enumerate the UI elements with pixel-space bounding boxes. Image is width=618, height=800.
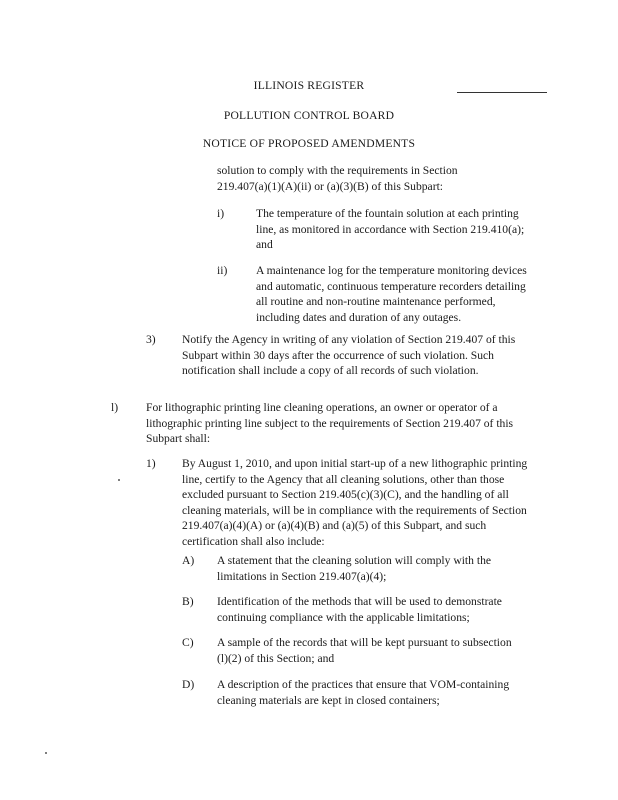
item-i-marker: i) <box>217 207 225 220</box>
text-line: 219.407(a)(1)(A)(ii) or (a)(3)(B) of this Subpart: <box>217 179 444 193</box>
item-3-marker: 3) <box>146 333 156 346</box>
text-line: A sample of the records that will be kept pursuant to subsection <box>217 636 512 649</box>
text-line: A statement that the cleaning solution will comply with the <box>217 554 492 567</box>
intro-paragraph <box>217 163 458 194</box>
item-C-text <box>217 635 512 666</box>
item-D-text <box>217 677 509 708</box>
text-line: cleaning materials, will be in compliance with the requirements of Section <box>182 503 527 517</box>
item-1-marker: 1) <box>146 457 156 470</box>
register-title: ILLINOIS REGISTER <box>253 79 365 92</box>
item-3-text <box>182 332 515 379</box>
text-line: all routine and non-routine maintenance performed, <box>256 295 496 309</box>
item-l-text <box>146 400 513 447</box>
text-line: For lithographic printing line cleaning operations, an owner or operator of a <box>146 401 498 414</box>
text-line: certification shall also include: <box>182 534 325 548</box>
item-B-marker: B) <box>182 595 194 608</box>
text-line: limitations in Section 219.407(a)(4); <box>217 569 387 583</box>
text-line: 219.407(a)(4)(A) or (a)(4)(B) and (a)(5) of this Subpart, and such <box>182 519 487 533</box>
item-ii-marker: ii) <box>217 264 228 277</box>
text-line: Subpart within 30 days after the occurrence of such violation. Such <box>182 348 494 362</box>
item-l-marker: l) <box>111 401 119 414</box>
scan-speck <box>45 752 47 754</box>
text-line: and automatic, continuous temperature recorders detailing <box>256 279 526 293</box>
text-line: line, certify to the Agency that all cleaning solutions, other than those <box>182 472 505 486</box>
text-line: including dates and duration of any outages. <box>256 310 462 324</box>
text-line: lithographic printing line subject to the requirements of Section 219.407 of this <box>146 416 514 430</box>
item-D-marker: D) <box>182 678 195 691</box>
text-line: A maintenance log for the temperature monitoring devices <box>256 264 527 277</box>
text-line: notification shall include a copy of all records of such violation. <box>182 364 479 378</box>
header-rule <box>457 92 547 93</box>
text-line: cleaning materials are kept in closed containers; <box>217 693 440 707</box>
text-line: A description of the practices that ensure that VOM-containing <box>217 678 510 691</box>
text-line: Notify the Agency in writing of any violation of Section 219.407 of this <box>182 333 516 346</box>
item-ii-text <box>256 263 527 325</box>
item-A-marker: A) <box>182 554 195 567</box>
text-line: solution to comply with the requirements in Section <box>217 164 458 177</box>
text-line: (l)(2) of this Section; and <box>217 651 335 665</box>
text-line: By August 1, 2010, and upon initial start-up of a new lithographic printing <box>182 457 528 470</box>
item-C-marker: C) <box>182 636 194 649</box>
item-A-text <box>217 553 491 584</box>
text-line: continuing compliance with the applicable limitations; <box>217 610 470 624</box>
text-line: Identification of the methods that will be used to demonstrate <box>217 595 502 608</box>
text-line: line, as monitored in accordance with Section 219.410(a); <box>256 222 525 236</box>
scan-speck <box>118 479 120 481</box>
board-name: POLLUTION CONTROL BOARD <box>223 109 395 122</box>
notice-title: NOTICE OF PROPOSED AMENDMENTS <box>202 137 416 150</box>
text-line: and <box>256 238 273 252</box>
text-line: excluded pursuant to Section 219.405(c)(3)(C), and the handling of all <box>182 488 509 502</box>
item-1-text <box>182 456 527 550</box>
item-i-text <box>256 206 524 253</box>
text-line: The temperature of the fountain solution at each printing <box>256 207 519 220</box>
text-line: Subpart shall: <box>146 432 211 446</box>
item-B-text <box>217 594 502 625</box>
